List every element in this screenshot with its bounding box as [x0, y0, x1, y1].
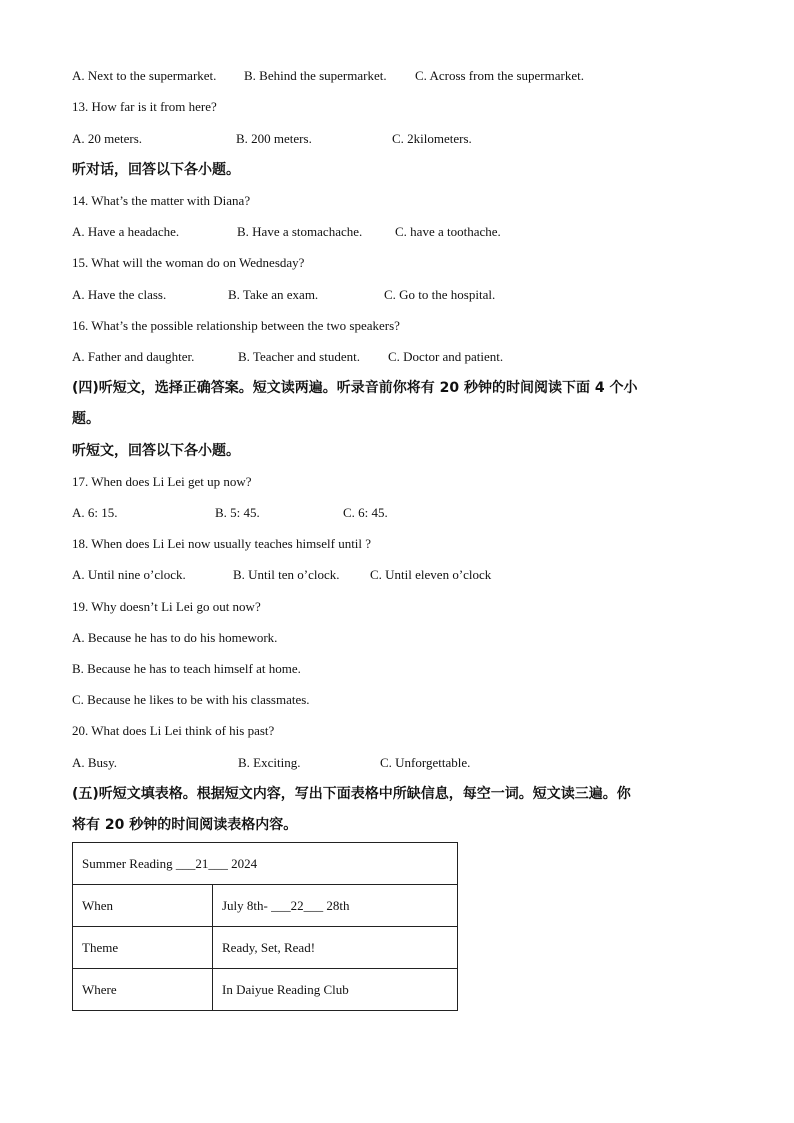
q13-option-b: B. 200 meters.	[236, 131, 312, 146]
table-title-prefix: Summer Reading	[82, 855, 176, 871]
table-value-where: In Daiyue Reading Club	[213, 969, 458, 1011]
when-prefix: July 8th-	[222, 897, 272, 913]
table-value-theme: Ready, Set, Read!	[213, 927, 458, 969]
section4-heading-line1: (四)听短文，选择正确答案。短文读两遍。听录音前你将有 20 秒钟的时间阅读下面 4 个小	[72, 380, 638, 396]
q12-option-c: C. Across from the supermarket.	[415, 68, 584, 83]
q12-option-a: A. Next to the supermarket.	[72, 68, 217, 83]
q13-option-a: A. 20 meters.	[72, 131, 143, 146]
table-row	[73, 885, 458, 927]
q20-option-a: A. Busy.	[72, 755, 118, 770]
q19-option-a: A. Because he has to do his homework.	[72, 630, 278, 645]
q14-question: 14. What’s the matter with Diana?	[72, 193, 251, 208]
table-label-theme: Theme	[73, 927, 213, 969]
q14-option-a: A. Have a headache.	[72, 224, 180, 239]
q17-question: 17. When does Li Lei get up now?	[72, 474, 252, 489]
q14-option-c: C. have a toothache.	[395, 224, 501, 239]
table-title-cell	[73, 843, 458, 885]
table-row	[73, 969, 458, 1011]
q17-option-b: B. 5: 45.	[215, 505, 260, 520]
blank-22: ___22___	[271, 897, 324, 913]
q16-question: 16. What’s the possible relationship between the two speakers?	[72, 318, 400, 333]
section4-heading-line2: 题。	[72, 411, 100, 427]
when-suffix: 28th	[323, 897, 350, 913]
q20-option-c: C. Unforgettable.	[380, 755, 471, 770]
q16-option-b: B. Teacher and student.	[238, 349, 360, 364]
section5-heading-line1: (五)听短文填表格。根据短文内容，写出下面表格中所缺信息，每空一词。短文读三遍。你	[72, 786, 631, 802]
table-value-when	[213, 885, 458, 927]
q13-question: 13. How far is it from here?	[72, 99, 217, 114]
q16-option-a: A. Father and daughter.	[72, 349, 195, 364]
q18-option-a: A. Until nine o’clock.	[72, 567, 186, 582]
q20-option-b: B. Exciting.	[238, 755, 301, 770]
q15-question: 15. What will the woman do on Wednesday?	[72, 255, 305, 270]
q15-option-c: C. Go to the hospital.	[384, 287, 496, 302]
q17-option-a: A. 6: 15.	[72, 505, 118, 520]
q17-option-c: C. 6: 45.	[343, 505, 388, 520]
q16-option-c: C. Doctor and patient.	[388, 349, 504, 364]
q14-option-b: B. Have a stomachache.	[237, 224, 363, 239]
q20-question: 20. What does Li Lei think of his past?	[72, 723, 275, 738]
q18-option-c: C. Until eleven o’clock	[370, 567, 492, 582]
q19-option-b: B. Because he has to teach himself at home.	[72, 661, 301, 676]
q13-option-c: C. 2kilometers.	[392, 131, 472, 146]
q15-option-a: A. Have the class.	[72, 287, 167, 302]
q18-question: 18. When does Li Lei now usually teaches himself until ?	[72, 536, 372, 551]
q18-option-b: B. Until ten o’clock.	[233, 567, 340, 582]
table-title-row	[73, 843, 458, 885]
q19-question: 19. Why doesn’t Li Lei go out now?	[72, 599, 261, 614]
q15-option-b: B. Take an exam.	[228, 287, 319, 302]
section4-sub-heading: 听短文，回答以下各小题。	[72, 443, 240, 459]
table-title-suffix: 2024	[227, 855, 258, 871]
table-row	[73, 927, 458, 969]
q12-option-b: B. Behind the supermarket.	[244, 68, 387, 83]
table-label-when: When	[73, 885, 213, 927]
summer-reading-table	[72, 842, 458, 1011]
table-label-where: Where	[73, 969, 213, 1011]
blank-21: ___21___	[175, 855, 228, 871]
q19-option-c: C. Because he likes to be with his classmates.	[72, 692, 310, 707]
dialogue-section-heading: 听对话，回答以下各小题。	[72, 162, 240, 178]
section5-heading-line2: 将有 20 秒钟的时间阅读表格内容。	[72, 817, 298, 833]
